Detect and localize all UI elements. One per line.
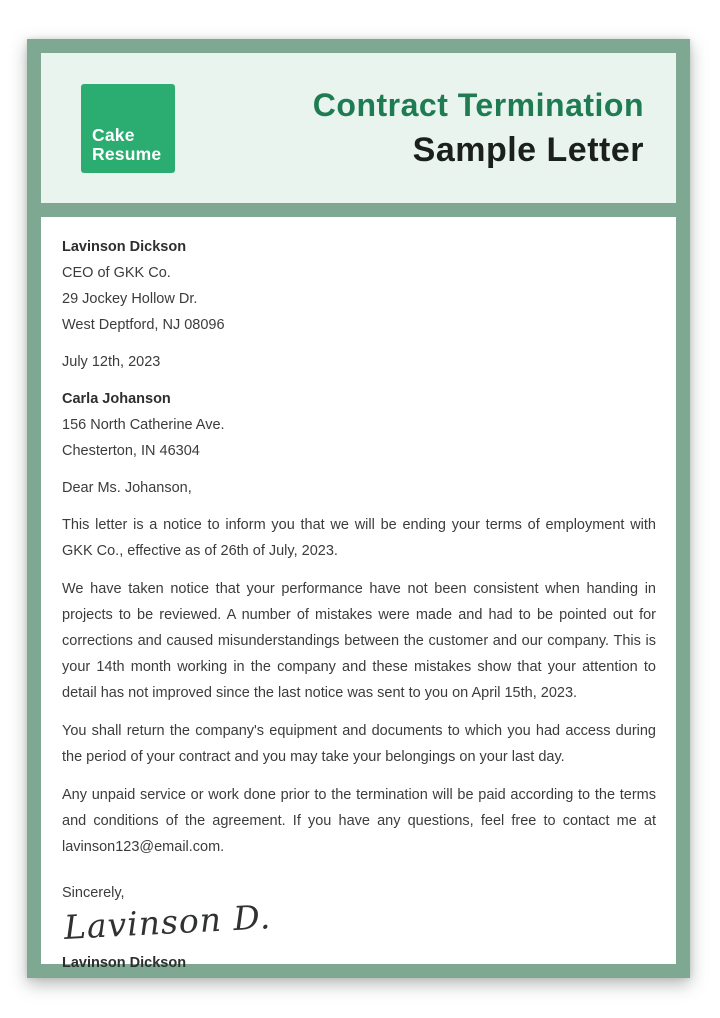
sender-name: Lavinson Dickson [62, 239, 187, 255]
document-title-line2: Sample Letter [412, 131, 644, 169]
recipient-street: 156 North Catherine Ave. [62, 417, 225, 433]
document-title-line1: Contract Termination [312, 87, 644, 123]
sender-block [62, 234, 656, 338]
recipient-name: Carla Johanson [62, 391, 171, 407]
signature-handwriting: Lavinson D. [62, 897, 273, 947]
logo-text-line2: Resume [92, 143, 162, 164]
closing-word: Sincerely, [62, 885, 125, 901]
header-titles [313, 89, 644, 167]
letter-body [41, 217, 676, 976]
cakeresume-logo-text [92, 126, 161, 164]
paragraph-4: Any unpaid service or work done prior to the termination will be paid according to the terms and conditions of the agreement. If you have any questions, feel free to contact me at lavinson123@email.com. [62, 787, 656, 855]
logo-text-line1: Cake [92, 124, 135, 145]
cakeresume-logo [81, 84, 175, 173]
letter-page [27, 39, 690, 978]
paragraph-3: You shall return the company's equipment and documents to which you had access during the period of your contract and you may take your belongings on your last day. [62, 723, 656, 765]
recipient-city: Chesterton, IN 46304 [62, 443, 200, 459]
salutation: Dear Ms. Johanson, [62, 480, 192, 496]
sender-street: 29 Jockey Hollow Dr. [62, 291, 198, 307]
recipient-block [62, 386, 656, 464]
sender-title: CEO of GKK Co. [62, 265, 171, 281]
closing-block [62, 880, 656, 976]
header-divider [41, 203, 676, 217]
signature-printed-name: Lavinson Dickson [62, 955, 187, 971]
letter-date: July 12th, 2023 [62, 354, 161, 370]
paragraph-1: This letter is a notice to inform you that we will be ending your terms of employment with GKK Co., effective as of 26th of July, 2023. [62, 517, 656, 559]
sender-city: West Deptford, NJ 08096 [62, 317, 225, 333]
paragraph-2: We have taken notice that your performance have not been consistent when handing in projects to be reviewed. A number of mistakes were made and had to be pointed out for corrections and caused misunderstandings between the customer and our company. This is your 14th month working in the company and these mistakes show that your attention to detail has not improved since the last notice was sent to you on April 15th, 2023. [62, 581, 656, 701]
letter-header [41, 53, 676, 203]
